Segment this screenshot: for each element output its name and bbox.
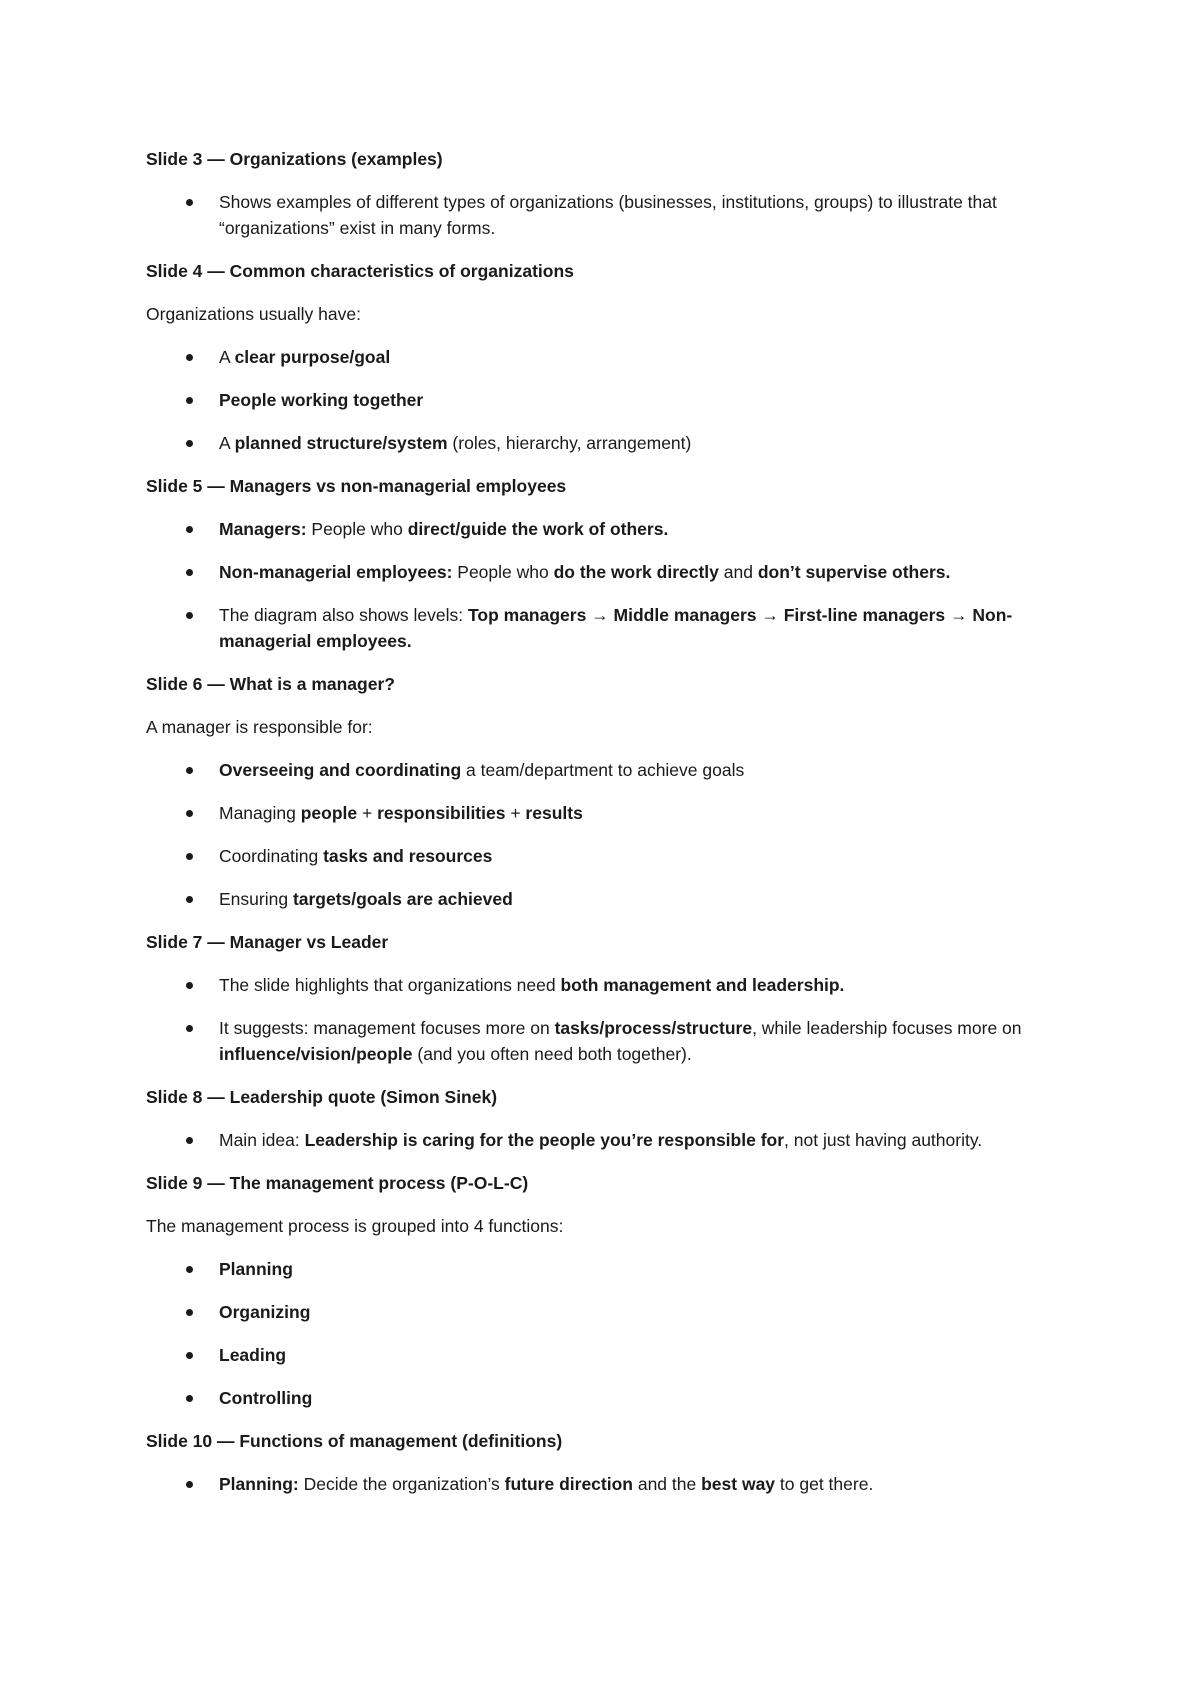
bullet-item bbox=[146, 1342, 1066, 1368]
bullet-item bbox=[146, 1385, 1066, 1411]
bullet-dot-icon bbox=[186, 397, 193, 404]
bold-text: People working together bbox=[219, 390, 424, 410]
bold-text: do the work directly bbox=[553, 562, 719, 582]
bullet-item bbox=[146, 516, 1066, 542]
text-run: (and you often need both together). bbox=[412, 1044, 692, 1064]
bullet-dot-icon bbox=[186, 1352, 193, 1359]
bullet-item bbox=[146, 886, 1066, 912]
section bbox=[146, 671, 1066, 912]
bold-text: Planning bbox=[219, 1259, 293, 1279]
bold-text: tasks/process/structure bbox=[554, 1018, 753, 1038]
bullet-dot-icon bbox=[186, 810, 193, 817]
bullet-item bbox=[146, 602, 1066, 654]
bullet-dot-icon bbox=[186, 767, 193, 774]
bold-text: best way bbox=[701, 1474, 776, 1494]
bold-text: Controlling bbox=[219, 1388, 313, 1408]
bold-text: responsibilities bbox=[377, 803, 506, 823]
bullet-item bbox=[146, 1256, 1066, 1282]
text-run: + bbox=[357, 803, 378, 823]
text-run: Coordinating bbox=[219, 846, 324, 866]
bullet-dot-icon bbox=[186, 569, 193, 576]
bullet-dot-icon bbox=[186, 1137, 193, 1144]
bullet-dot-icon bbox=[186, 982, 193, 989]
text-run: and the bbox=[632, 1474, 702, 1494]
section bbox=[146, 258, 1066, 456]
bullet-item bbox=[146, 1471, 1066, 1497]
section-intro: The management process is grouped into 4 functions: bbox=[146, 1216, 564, 1236]
bold-text: Top managers → Middle managers → First-line managers → Non-managerial employees. bbox=[219, 605, 1013, 651]
section-heading: Slide 8 — Leadership quote (Simon Sinek) bbox=[146, 1087, 498, 1107]
text-run: Ensuring bbox=[219, 889, 293, 909]
text-run: People who bbox=[452, 562, 554, 582]
text-run: The slide highlights that organizations need bbox=[219, 975, 561, 995]
bullet-item bbox=[146, 1299, 1066, 1325]
text-run: Decide the organization’s bbox=[298, 1474, 505, 1494]
bold-text: Organizing bbox=[219, 1302, 311, 1322]
section bbox=[146, 929, 1066, 1067]
bold-text: Managers: bbox=[219, 519, 307, 539]
section bbox=[146, 473, 1066, 654]
bullet-list bbox=[146, 1471, 1066, 1497]
bullet-dot-icon bbox=[186, 1309, 193, 1316]
bullet-dot-icon bbox=[186, 612, 193, 619]
bullet-list bbox=[146, 1127, 1066, 1153]
bullet-list bbox=[146, 1256, 1066, 1411]
bullet-item bbox=[146, 387, 1066, 413]
bullet-dot-icon bbox=[186, 440, 193, 447]
section bbox=[146, 1170, 1066, 1411]
bold-text: Leadership is caring for the people you’re responsible for bbox=[304, 1130, 785, 1150]
bullet-dot-icon bbox=[186, 896, 193, 903]
section-intro: A manager is responsible for: bbox=[146, 717, 373, 737]
bullet-dot-icon bbox=[186, 526, 193, 533]
bullet-dot-icon bbox=[186, 853, 193, 860]
bullet-list bbox=[146, 344, 1066, 456]
section bbox=[146, 146, 1066, 241]
text-run: A bbox=[219, 433, 235, 453]
text-run: A bbox=[219, 347, 235, 367]
bullet-dot-icon bbox=[186, 1481, 193, 1488]
bullet-list bbox=[146, 189, 1066, 241]
text-run: , not just having authority. bbox=[784, 1130, 983, 1150]
text-run: People who bbox=[306, 519, 408, 539]
bullet-item bbox=[146, 800, 1066, 826]
section-heading: Slide 4 — Common characteristics of organizations bbox=[146, 261, 574, 281]
text-run: Main idea: bbox=[219, 1130, 305, 1150]
bullet-item bbox=[146, 843, 1066, 869]
bold-text: influence/vision/people bbox=[219, 1044, 413, 1064]
bullet-dot-icon bbox=[186, 1266, 193, 1273]
bullet-dot-icon bbox=[186, 199, 193, 206]
section-heading: Slide 9 — The management process (P-O-L-C) bbox=[146, 1173, 529, 1193]
bullet-item bbox=[146, 1127, 1066, 1153]
section-intro: Organizations usually have: bbox=[146, 304, 361, 324]
section-heading: Slide 6 — What is a manager? bbox=[146, 674, 395, 694]
bold-text: both management and leadership. bbox=[560, 975, 845, 995]
bullet-item bbox=[146, 1015, 1066, 1067]
bullet-list bbox=[146, 516, 1066, 654]
bullet-item bbox=[146, 972, 1066, 998]
text-run: to get there. bbox=[775, 1474, 874, 1494]
text-run: Shows examples of different types of organizations (businesses, institutions, groups) to illustrate that “organizations” exist in many forms. bbox=[219, 192, 997, 238]
bold-text: clear purpose/goal bbox=[234, 347, 391, 367]
bullet-dot-icon bbox=[186, 1395, 193, 1402]
bold-text: Planning: bbox=[219, 1474, 299, 1494]
bold-text: targets/goals are achieved bbox=[292, 889, 513, 909]
bold-text: direct/guide the work of others. bbox=[407, 519, 669, 539]
bullet-list bbox=[146, 972, 1066, 1067]
text-run: + bbox=[505, 803, 526, 823]
bullet-dot-icon bbox=[186, 1025, 193, 1032]
bold-text: planned structure/system bbox=[234, 433, 448, 453]
bullet-item bbox=[146, 344, 1066, 370]
section-heading: Slide 5 — Managers vs non-managerial employees bbox=[146, 476, 567, 496]
section-heading: Slide 7 — Manager vs Leader bbox=[146, 932, 389, 952]
text-run: , while leadership focuses more on bbox=[752, 1018, 1022, 1038]
bold-text: don’t supervise others. bbox=[757, 562, 951, 582]
section-heading: Slide 3 — Organizations (examples) bbox=[146, 149, 443, 169]
text-run: It suggests: management focuses more on bbox=[219, 1018, 555, 1038]
section-heading: Slide 10 — Functions of management (definitions) bbox=[146, 1431, 563, 1451]
bullet-item bbox=[146, 189, 1066, 241]
bullet-list bbox=[146, 757, 1066, 912]
bold-text: Non-managerial employees: bbox=[219, 562, 453, 582]
bullet-dot-icon bbox=[186, 354, 193, 361]
bullet-item bbox=[146, 430, 1066, 456]
bold-text: people bbox=[300, 803, 358, 823]
text-run: Managing bbox=[219, 803, 301, 823]
section bbox=[146, 1428, 1066, 1497]
text-run: The diagram also shows levels: bbox=[219, 605, 468, 625]
bold-text: Overseeing and coordinating bbox=[219, 760, 462, 780]
text-run: (roles, hierarchy, arrangement) bbox=[447, 433, 692, 453]
text-run: and bbox=[718, 562, 758, 582]
bullet-item bbox=[146, 559, 1066, 585]
bold-text: tasks and resources bbox=[323, 846, 493, 866]
text-run: a team/department to achieve goals bbox=[461, 760, 745, 780]
bold-text: results bbox=[525, 803, 583, 823]
bold-text: future direction bbox=[504, 1474, 633, 1494]
bullet-item bbox=[146, 757, 1066, 783]
document-body bbox=[146, 146, 1066, 1514]
bold-text: Leading bbox=[219, 1345, 287, 1365]
section bbox=[146, 1084, 1066, 1153]
